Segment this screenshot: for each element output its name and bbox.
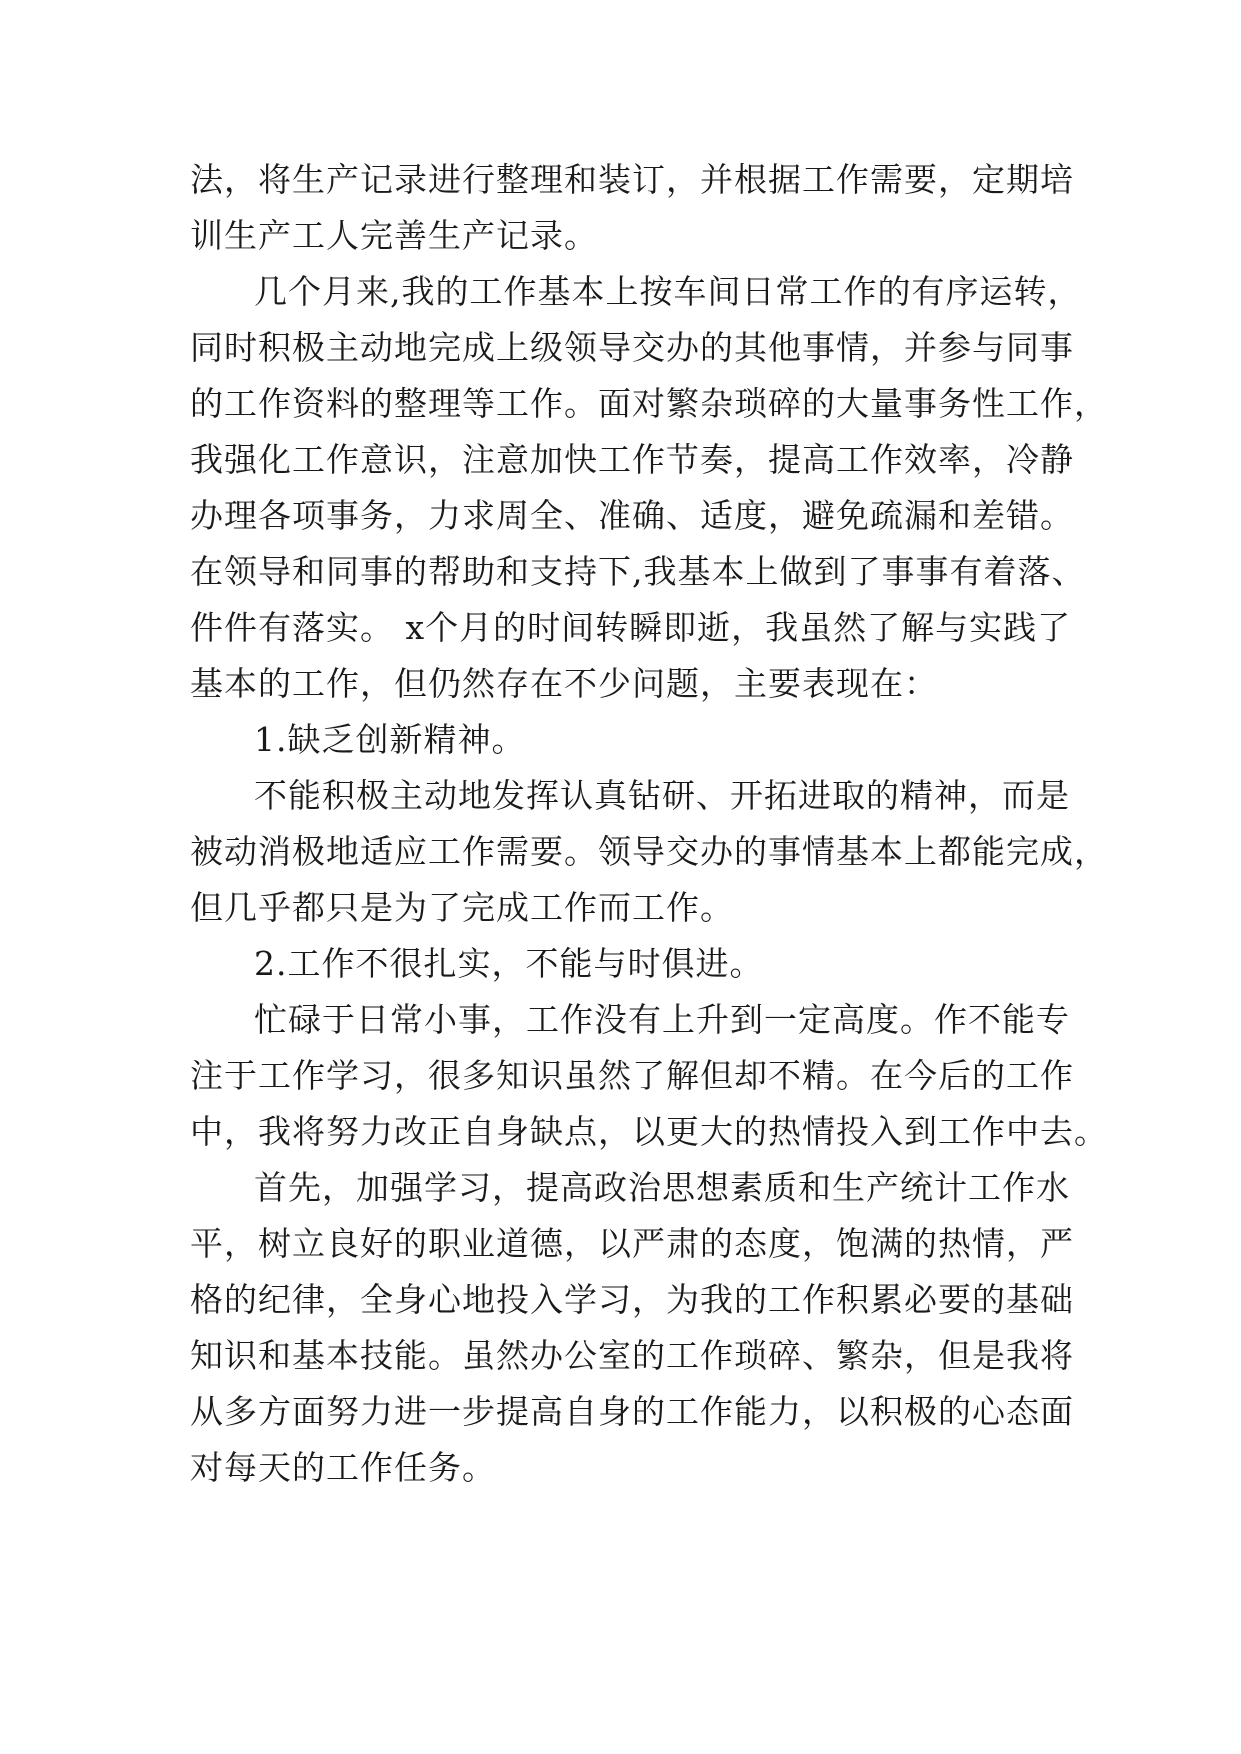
text-line: 知识和基本技能。虽然办公室的工作琐碎、繁杂，但是我将 bbox=[190, 1336, 1074, 1375]
text-line: 的工作资料的整理等工作。面对繁杂琐碎的大量事务性工作， bbox=[190, 384, 1108, 423]
text-line: 平，树立良好的职业道德，以严肃的态度，饱满的热情，严 bbox=[190, 1224, 1074, 1263]
text-line: 格的纪律，全身心地投入学习，为我的工作积累必要的基础 bbox=[190, 1280, 1074, 1319]
paragraph-start-line: 忙碌于日常小事，工作没有上升到一定高度。作不能专 bbox=[254, 1000, 1070, 1039]
text-line: 训生产工人完善生产记录。 bbox=[190, 216, 598, 255]
text-line: 办理各项事务，力求周全、准确、适度，避免疏漏和差错。 bbox=[190, 496, 1074, 535]
text-line: 但几乎都只是为了完成工作而工作。 bbox=[190, 888, 734, 927]
text-line: 对每天的工作任务。 bbox=[190, 1448, 496, 1487]
text-line: 件件有落实。 x个月的时间转瞬即逝，我虽然了解与实践了 bbox=[190, 608, 1072, 647]
paragraph-start-line: 不能积极主动地发挥认真钻研、开拓进取的精神，而是 bbox=[254, 776, 1070, 815]
text-line: 我强化工作意识，注意加快工作节奏，提高工作效率，冷静 bbox=[190, 440, 1074, 479]
text-line: 从多方面努力进一步提高自身的工作能力，以积极的心态面 bbox=[190, 1392, 1074, 1431]
paragraph-start-line: 首先，加强学习，提高政治思想素质和生产统计工作水 bbox=[254, 1168, 1070, 1207]
text-line: 被动消极地适应工作需要。领导交办的事情基本上都能完成， bbox=[190, 832, 1108, 871]
text-line: 注于工作学习，很多知识虽然了解但却不精。在今后的工作 bbox=[190, 1056, 1074, 1095]
text-line: 同时积极主动地完成上级领导交办的其他事情，并参与同事 bbox=[190, 328, 1074, 367]
heading-line: 2.工作不很扎实，不能与时俱进。 bbox=[254, 944, 764, 983]
text-line: 中，我将努力改正自身缺点，以更大的热情投入到工作中去。 bbox=[190, 1112, 1108, 1151]
paragraph-start-line: 几个月来,我的工作基本上按车间日常工作的有序运转， bbox=[254, 272, 1082, 311]
text-line: 在领导和同事的帮助和支持下,我基本上做到了事事有着落、 bbox=[190, 552, 1086, 591]
heading-line: 1.缺乏创新精神。 bbox=[254, 720, 526, 759]
text-line: 法，将生产记录进行整理和装订，并根据工作需要，定期培 bbox=[190, 160, 1074, 199]
text-line: 基本的工作，但仍然存在不少问题，主要表现在： bbox=[190, 664, 938, 703]
